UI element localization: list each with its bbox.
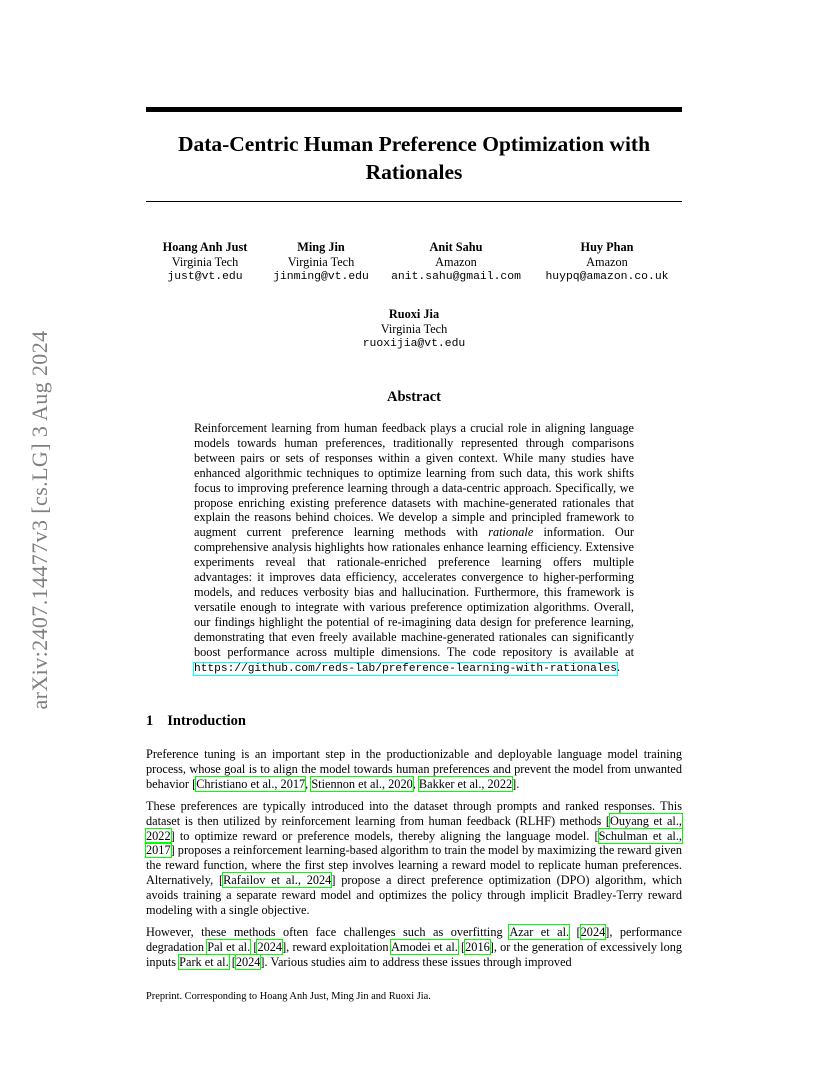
body-text: [ (250, 939, 258, 954)
arxiv-identifier-stamp: arXiv:2407.14477v3 [cs.LG] 3 Aug 2024 (27, 330, 52, 710)
title-line-1: Data-Centric Human Preference Optimization with (177, 132, 651, 156)
section-number: 1 (146, 713, 154, 729)
author-name: Huy Phan (580, 240, 634, 254)
section-title: Introduction (167, 713, 246, 729)
citation-link[interactable]: Ouyang et al., 2022 (146, 813, 683, 843)
citation-link[interactable]: 2024 (235, 954, 261, 969)
citation-link[interactable]: Bakker et al., 2022 (418, 776, 513, 791)
author-name: Ruoxi Jia (388, 307, 440, 321)
title-line-2: Rationales (365, 160, 463, 184)
author-affiliation: Virginia Tech (171, 255, 239, 269)
abstract-heading: Abstract (387, 389, 441, 405)
citation-link[interactable]: Azar et al. (509, 925, 570, 939)
author-email[interactable]: huypq@amazon.co.uk (545, 271, 669, 283)
abstract-text: . (616, 659, 621, 674)
code-repository-link[interactable]: https://github.com/reds-lab/preference-learning-with-rationales (194, 662, 617, 675)
citation-link[interactable]: Rafailov et al., 2024 (223, 872, 332, 887)
author-affiliation: Amazon (435, 255, 477, 269)
body-text: ] propose a direct preference optimization (DPO) algorithm, which avoids training a separate reward model and optimizes the policy through implicit Bradley-Terry reward modeling with a single objective. (146, 872, 683, 917)
abstract-body (194, 421, 634, 676)
citation-link[interactable]: Christiano et al., 2017 (196, 776, 306, 791)
author-block (371, 240, 541, 285)
body-text: ] proposes a reinforcement learning-based algorithm to train the model by maximizing the reward given the reward function, where the first step involves learning a reward model to replicate human preferences. Alternatively, [ (146, 843, 682, 887)
footnote: Preprint. Corresponding to Hoang Anh Just, Ming Jin and Ruoxi Jia. (146, 991, 431, 1002)
body-text: ]. Various studies aim to address these issues through improved (260, 954, 572, 969)
body-text: ], or the generation of excessively long inputs (146, 939, 683, 969)
body-text: [ (228, 954, 236, 969)
citation-link[interactable]: Amodei et al. (391, 939, 458, 954)
citation-link[interactable]: Pal et al. (207, 939, 251, 954)
paper-title (146, 130, 682, 186)
author-affiliation: Amazon (586, 255, 628, 269)
citation-link[interactable]: 2024 (257, 939, 283, 954)
author-email[interactable]: anit.sahu@gmail.com (391, 271, 521, 283)
body-text: Preference tuning is an important step in the productionizable and deployable language model training process, whose goal is to align the model towards human preferences and prevent the model from unwanted behavior [ (146, 747, 682, 791)
author-name: Anit Sahu (429, 240, 483, 254)
author-name: Hoang Anh Just (162, 240, 248, 254)
body-text: [ (569, 925, 581, 939)
body-text: , (412, 776, 419, 791)
author-email[interactable]: ruoxijia@vt.edu (362, 338, 466, 350)
author-block (522, 240, 692, 285)
abstract-text: information. Our comprehensive analysis highlights how rationales enhance learning efficiency. Extensive experiments reveal that rationale-enriched preference learning offers multiple advantages: it improves data efficiency, accelerates convergence to higher-performing models, and reduces verbosity bias and hallucination. Furthermore, this framework is versatile enough to integrate with various preference optimization algorithms. Overall, our findings highlight the potential of re-imagining data design for preference learning, demonstrating that even freely available machine-generated rationales can significantly boost performance across multiple dimensions. The code repository is available at (194, 525, 634, 659)
intro-paragraph-1 (146, 747, 682, 791)
title-bottom-rule (146, 201, 682, 202)
citation-link[interactable]: 2016 (465, 939, 490, 954)
abstract-emphasis: rationale (488, 525, 534, 540)
section-heading (146, 713, 246, 730)
body-text: ], reward exploitation (282, 939, 392, 954)
citation-link[interactable]: 2024 (580, 925, 606, 939)
author-name: Ming Jin (297, 240, 345, 254)
citation-link[interactable]: Stiennon et al., 2020 (311, 776, 413, 791)
author-email[interactable]: just@vt.edu (167, 271, 243, 283)
intro-paragraph-3 (146, 925, 682, 969)
body-text: ] to optimize reward or preference models, thereby aligning the language model. [ (170, 828, 599, 843)
citation-link[interactable]: Park et al. (179, 954, 229, 969)
body-text: ]. (512, 776, 520, 791)
author-block (329, 307, 499, 352)
citation-link[interactable]: Schulman et al., 2017 (146, 828, 682, 858)
author-email[interactable]: jinming@vt.edu (273, 271, 369, 283)
author-affiliation: Virginia Tech (380, 322, 448, 336)
body-text: However, these methods often face challenges such as overfitting (146, 925, 510, 939)
author-affiliation: Virginia Tech (287, 255, 355, 269)
body-text: , (305, 776, 312, 791)
abstract-text: Reinforcement learning from human feedback plays a crucial role in aligning language models towards human preferences, traditionally represented through comparisons between pairs or sets of responses within a given context. While many studies have enhanced algorithmic techniques to optimize learning from such data, this work shifts focus to improving preference learning through a data-centric approach. Specifically, we propose enriching existing preference datasets with machine-generated rationales that explain the reasons behind choices. We develop a simple and principled framework to augment current preference learning methods with (194, 421, 634, 540)
body-text: [ (457, 939, 466, 954)
body-text: ], performance degradation (146, 925, 682, 954)
title-top-rule (146, 107, 682, 112)
body-text: These preferences are typically introduced into the dataset through prompts and ranked responses. This dataset is then utilized by reinforcement learning from human feedback (RLHF) methods [ (146, 799, 682, 828)
intro-paragraph-2 (146, 799, 682, 917)
